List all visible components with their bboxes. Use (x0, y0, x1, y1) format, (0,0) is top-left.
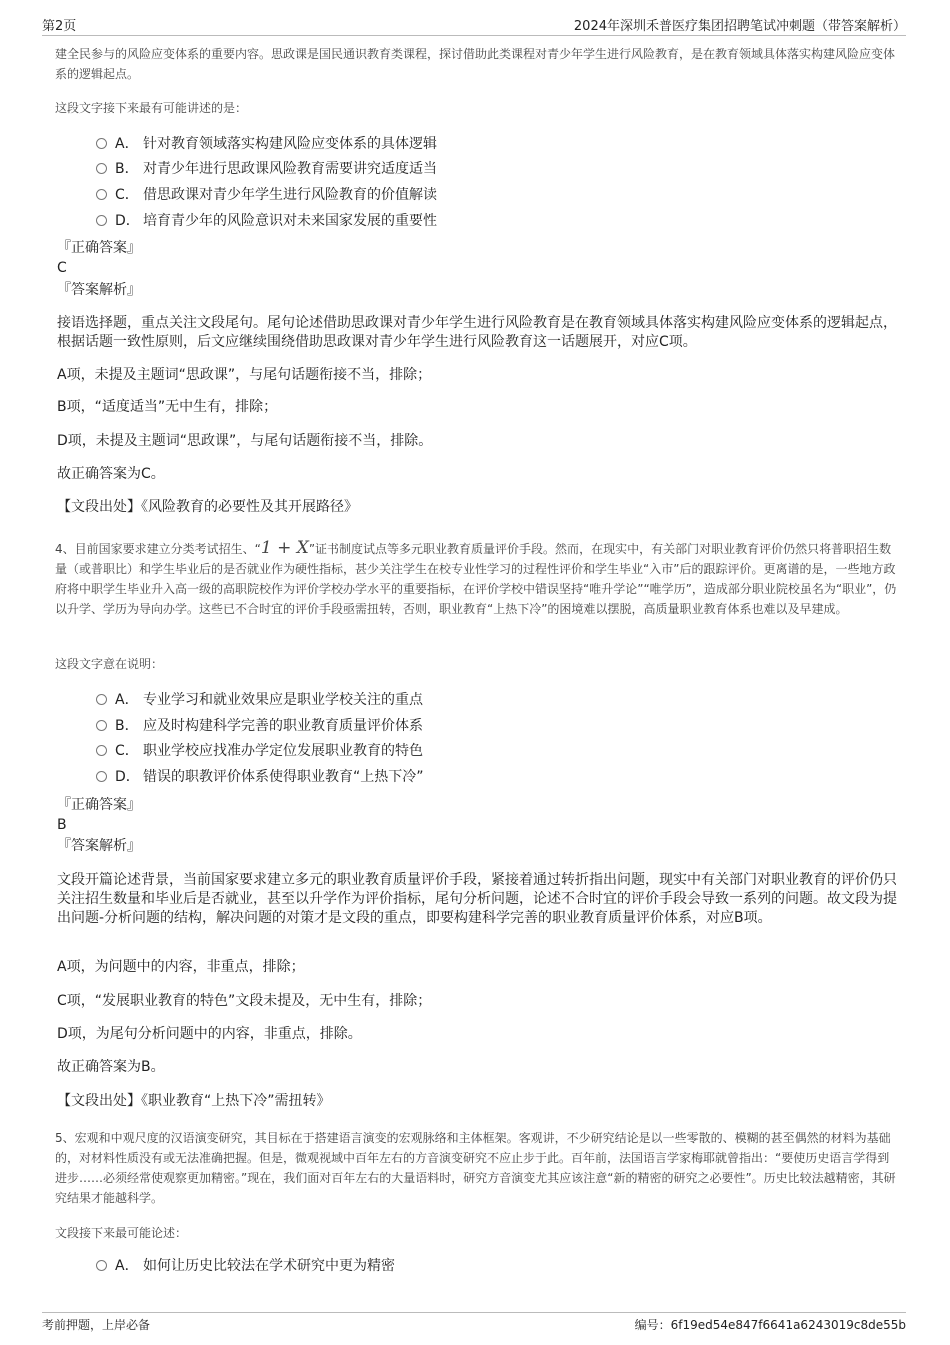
q3-analysis-a: A项，未提及主题词“思政课”，与尾句话题衔接不当，排除； (57, 367, 432, 383)
radio-icon[interactable] (96, 138, 107, 149)
radio-icon[interactable] (96, 163, 107, 174)
q4-source: 【文段出处】《职业教育“上热下冷”需扭转》 (57, 1093, 331, 1109)
q3-intro: 建全民参与的风险应变体系的重要内容。思政课是国民通识教育类课程，探讨借助此类课程对青少年学生进行风险教育，是在教育领域具体落实构建风险应变体系的逻辑起点。 (55, 47, 896, 81)
q4-analysis-label: 『答案解析』 (57, 838, 141, 854)
q4-analysis-main: 文段开篇论述背景，当前国家要求建立多元的职业教育质量评价手段，紧接着通过转折指出问题，现实中有关部门对职业教育的评价仍只关注招生数量和毕业后是否就业，甚至以升学作为评价指标，尾句分析问题，论述不合时宜的评价手段会导致一系列的问题。故文段为提出问题-分析问题的结构，解决问题的对策才是文段的重点，即要构建科学完善的职业教育质量评价体系，对应B项。 (57, 872, 897, 926)
option-text: 针对教育领域落实构建风险应变体系的具体逻辑 (143, 136, 437, 152)
option-text: 职业学校应找准办学定位发展职业教育的特色 (143, 743, 423, 759)
q3-source: 【文段出处】《风险教育的必要性及其开展路径》 (57, 499, 358, 515)
q3-option-b[interactable]: B． 对青少年进行思政课风险教育需要讲究适度适当 (96, 158, 437, 180)
page-header (42, 15, 906, 36)
q3-option-d[interactable]: D． 培育青少年的风险意识对未来国家发展的重要性 (96, 210, 437, 232)
radio-icon[interactable] (96, 720, 107, 731)
q4-answer: B (57, 817, 67, 833)
q4-analysis-a: A项，为问题中的内容，非重点，排除； (57, 959, 305, 975)
radio-icon[interactable] (96, 189, 107, 200)
q3-prompt: 这段文字接下来最有可能讲述的是： (55, 101, 248, 115)
option-text: 培育青少年的风险意识对未来国家发展的重要性 (143, 213, 437, 229)
math-formula: 1 + X (260, 538, 309, 558)
radio-icon[interactable] (96, 694, 107, 705)
q3-option-c[interactable]: C． 借思政课对青少年学生进行风险教育的价值解读 (96, 184, 437, 206)
document-id: 编号：6f19ed54e847f6641a6243019c8de55b (634, 1318, 906, 1332)
q3-analysis-d: D项，未提及主题词“思政课”，与尾句话题衔接不当，排除。 (57, 433, 433, 449)
option-text: 如何让历史比较法在学术研究中更为精密 (143, 1258, 395, 1274)
footer-slogan: 考前押题，上岸必备 (42, 1318, 151, 1332)
q5-intro: 5、宏观和中观尺度的汉语演变研究，其目标在于搭建语言演变的宏观脉络和主体框架。客观讲，不少研究结论是以一些零散的、模糊的甚至偶然的材料为基础的，对材料性质没有或无法准确把握。但是，微观视域中百年左右的方音演变研究不应止步于此。百年前，法国语言学家梅耶就曾指出：“要使历史语言学得到进步……必须经常使观察更加精密。”现在，我们面对百年左右的大量语料时，研究方音演变尤其应该注意“新的精密的研究之必要性”。历史比较法越精密，其研究结果才能越科学。 (55, 1131, 896, 1205)
q4-option-d[interactable]: D． 错误的职教评价体系使得职业教育“上热下冷” (96, 766, 424, 788)
q4-prompt: 这段文字意在说明： (55, 657, 164, 671)
q3-analysis-conclusion: 故正确答案为C。 (57, 466, 165, 482)
document-title: 2024年深圳禾普医疗集团招聘笔试冲刺题（带答案解析） (573, 19, 906, 34)
option-text: 错误的职教评价体系使得职业教育“上热下冷” (143, 769, 424, 785)
q4-option-a[interactable]: A． 专业学习和就业效果应是职业学校关注的重点 (96, 689, 423, 711)
q5-prompt: 文段接下来最可能论述： (55, 1226, 188, 1240)
option-text: 借思政课对青少年学生进行风险教育的价值解读 (143, 187, 437, 203)
q4-analysis-conclusion: 故正确答案为B。 (57, 1059, 165, 1075)
q5-option-a[interactable]: A． 如何让历史比较法在学术研究中更为精密 (96, 1255, 395, 1277)
radio-icon[interactable] (96, 215, 107, 226)
page-number: 第2页 (42, 19, 77, 34)
option-text: 对青少年进行思政课风险教育需要讲究适度适当 (143, 161, 437, 177)
q4-intro: 4、目前国家要求建立分类考试招生、“1 + X”证书制度试点等多元职业教育质量评价手段。然而，在现实中，有关部门对职业教育评价仍然只将普职招生数量（或普职比）和学生毕业后的是否就业作为硬性指标，甚少关注学生在校专业性学习的过程性评价和学生毕业“入市”后的跟踪评价。更离谱的是，一些地方政府将中职学生毕业升入高一级的高职院校作为评价学校办学水平的重要指标，在评价学校中错误坚持“唯升学论”“唯学历”，造成部分职业院校虽名为“职业”，仍以升学、学历为导向办学。这些已不合时宜的评价手段亟需扭转，否则，职业教育“上热下冷”的困境难以摆脱，高质量职业教育体系也难以及早建成。 (55, 538, 897, 616)
q3-answer: C (57, 260, 67, 276)
q4-analysis-c: C项，“发展职业教育的特色”文段未提及，无中生有，排除； (57, 993, 432, 1009)
page-footer (42, 1312, 906, 1335)
option-text: 应及时构建科学完善的职业教育质量评价体系 (143, 718, 423, 734)
q4-option-c[interactable]: C． 职业学校应找准办学定位发展职业教育的特色 (96, 740, 423, 762)
q4-answer-label: 『正确答案』 (57, 797, 141, 813)
radio-icon[interactable] (96, 1260, 107, 1271)
q3-analysis-label: 『答案解析』 (57, 282, 141, 298)
q4-analysis-d: D项，为尾句分析问题中的内容，非重点，排除。 (57, 1026, 362, 1042)
radio-icon[interactable] (96, 745, 107, 756)
q3-analysis-main: 接语选择题，重点关注文段尾句。尾句论述借助思政课对青少年学生进行风险教育是在教育领域具体落实构建风险应变体系的逻辑起点，根据话题一致性原则，后文应继续围绕借助思政课对青少年学生进行风险教育这一话题展开，对应C项。 (57, 315, 897, 350)
q3-analysis-b: B项，“适度适当”无中生有，排除； (57, 399, 278, 415)
option-text: 专业学习和就业效果应是职业学校关注的重点 (143, 692, 423, 708)
q3-answer-label: 『正确答案』 (57, 240, 141, 256)
q3-option-a[interactable]: A． 针对教育领域落实构建风险应变体系的具体逻辑 (96, 133, 437, 155)
radio-icon[interactable] (96, 771, 107, 782)
q4-option-b[interactable]: B． 应及时构建科学完善的职业教育质量评价体系 (96, 715, 423, 737)
